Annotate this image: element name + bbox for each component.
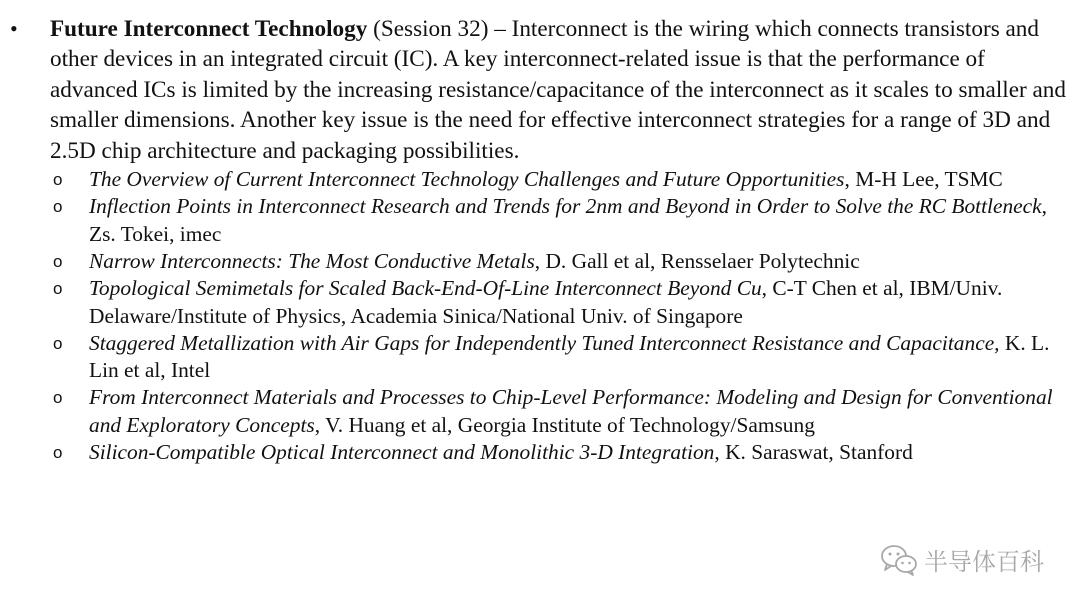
section-title: Future Interconnect Technology [50,16,368,42]
bullet-marker: • [10,16,18,41]
paper-title: Narrow Interconnects: The Most Conductive Metals [89,248,535,273]
paper-title: Staggered Metallization with Air Gaps for Independently Tuned Interconnect Resistance and Capacitance, [89,330,1000,355]
main-bullet-item [0,14,1080,166]
sub-bullet-marker: o [53,251,63,271]
paper-item [0,275,1080,330]
sub-bullet-marker: o [53,170,63,190]
document [0,14,1080,466]
paper-title: From Interconnect Materials and Processes to Chip-Level Performance: Modeling and Design for Conventional and Exploratory Concepts [89,385,1053,437]
paper-item [0,384,1080,439]
sub-bullet-marker: o [53,197,63,217]
wechat-icon [880,543,918,577]
paper-item [0,439,1080,466]
paper-title: Inflection Points in Interconnect Research and Trends for 2nm and Beyond in Order to Solve the RC Bottleneck [89,194,1042,219]
paper-authors: , D. Gall et al, Rensselaer Polytechnic [534,248,860,273]
paper-title: Silicon-Compatible Optical Interconnect and Monolithic 3-D Integration [89,440,715,464]
paper-list [0,166,1080,466]
paper-authors: K. L. Lin et al, Intel [89,330,1050,383]
paper-item [0,248,1080,275]
paper-authors: , K. Saraswat, Stanford [714,440,913,464]
paper-item [0,193,1080,248]
sub-bullet-marker: o [53,279,63,299]
paper-item [0,330,1080,385]
watermark [880,542,1044,577]
paper-authors: , Zs. Tokei, imec [89,194,1048,246]
sub-bullet-marker: o [53,388,63,408]
paper-authors: , M-H Lee, TSMC [844,167,1003,192]
sub-bullet-marker: o [53,443,63,462]
paper-item [0,166,1080,193]
paper-authors: , V. Huang et al, Georgia Institute of Technology/Samsung [314,412,815,437]
watermark-text: 半导体百科 [924,548,1044,576]
sub-bullet-marker: o [53,333,63,353]
paper-authors: , C-T Chen et al, IBM/Univ. Delaware/Institute of Physics, Academia Sinica/National Univ. of Singapore [89,276,1003,328]
paper-title: The Overview of Current Interconnect Technology Challenges and Future Opportunities [89,167,845,192]
section-description: (Session 32) – Interconnect is the wiring which connects transistors and other devices in an integrated circuit (IC). A key interconnect-related issue is that the performance of advanced ICs is limited by the increasing resistance/capacitance of the interconnect as it scales to smaller and smaller dimensions. Another key issue is the need for effective interconnect strategies for a range of 3D and 2.5D chip architecture and packaging possibilities. [50,16,1066,164]
paper-title: Topological Semimetals for Scaled Back-End-Of-Line Interconnect Beyond Cu [89,276,762,301]
